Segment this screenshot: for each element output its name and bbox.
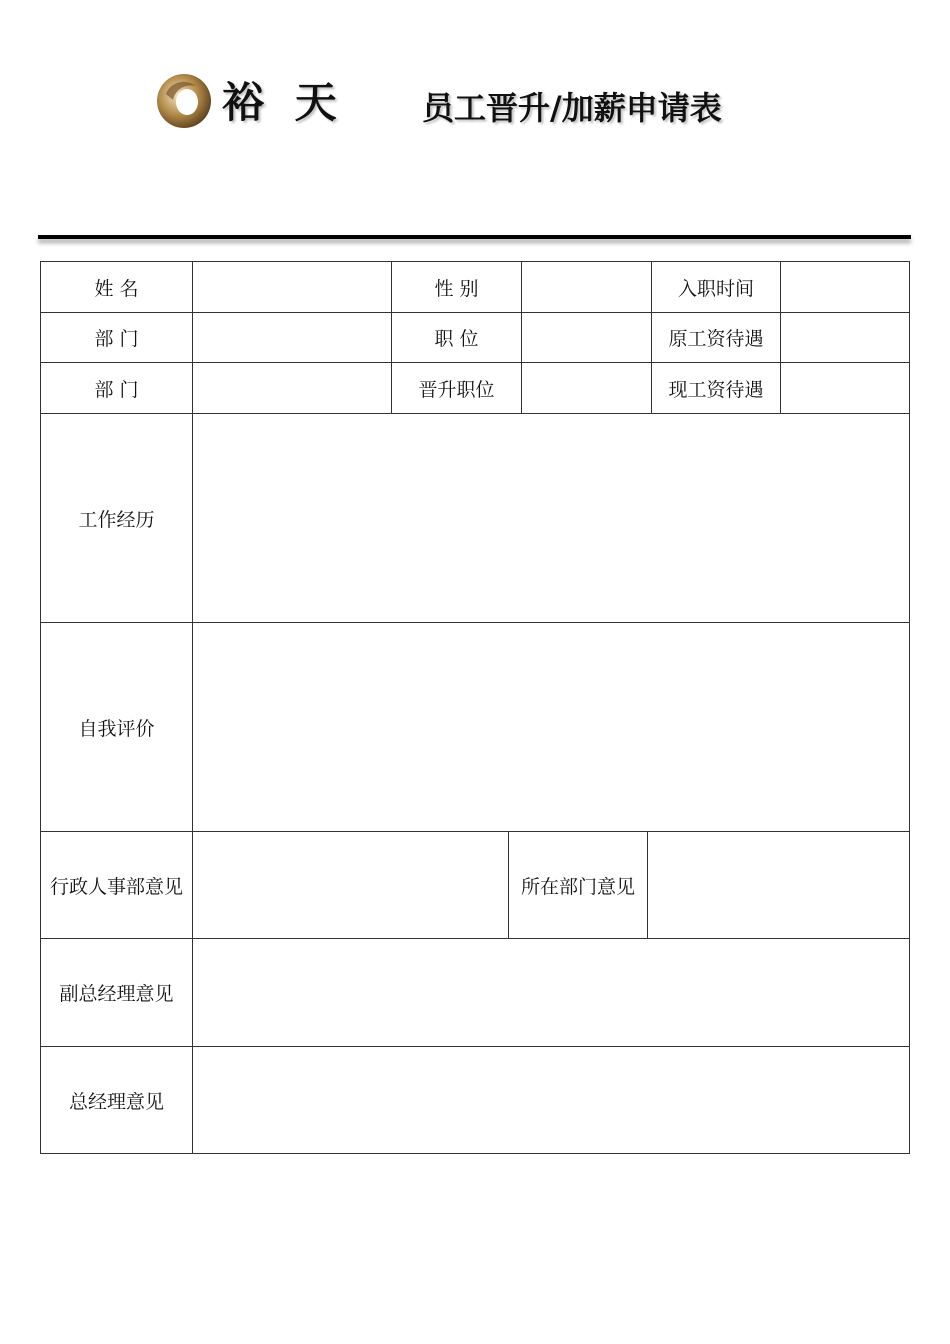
promotion-position-field[interactable]: [521, 362, 652, 414]
vice-gm-opinion-field[interactable]: [192, 938, 910, 1047]
hire-date-field[interactable]: [780, 261, 910, 313]
hire-date-label: 入职时间: [651, 261, 781, 313]
position-field[interactable]: [521, 312, 652, 363]
original-salary-field[interactable]: [780, 312, 910, 363]
current-salary-label: 现工资待遇: [651, 362, 781, 414]
department-opinion-label: 所在部门意见: [508, 831, 648, 939]
department-field[interactable]: [192, 312, 392, 363]
gm-opinion-field[interactable]: [192, 1046, 910, 1154]
department-label-2: 部 门: [40, 362, 193, 414]
gender-label: 性 别: [391, 261, 522, 313]
name-field[interactable]: [192, 261, 392, 313]
current-salary-field[interactable]: [780, 362, 910, 414]
self-evaluation-label: 自我评价: [40, 622, 193, 832]
department-field-2[interactable]: [192, 362, 392, 414]
self-evaluation-field[interactable]: [192, 622, 910, 832]
original-salary-label: 原工资待遇: [651, 312, 781, 363]
hr-opinion-field[interactable]: [192, 831, 509, 939]
gender-field[interactable]: [521, 261, 652, 313]
work-history-field[interactable]: [192, 413, 910, 623]
hr-opinion-label: 行政人事部意见: [40, 831, 193, 939]
department-label: 部 门: [40, 312, 193, 363]
promotion-position-label: 晋升职位: [391, 362, 522, 414]
company-name: 裕 天: [222, 78, 345, 127]
department-opinion-field[interactable]: [647, 831, 910, 939]
name-label: 姓 名: [40, 261, 193, 313]
position-label: 职 位: [391, 312, 522, 363]
work-history-label: 工作经历: [40, 413, 193, 623]
vice-gm-opinion-label: 副总经理意见: [40, 938, 193, 1047]
gm-opinion-label: 总经理意见: [40, 1046, 193, 1154]
form-title: 员工晋升/加薪申请表: [422, 89, 722, 127]
